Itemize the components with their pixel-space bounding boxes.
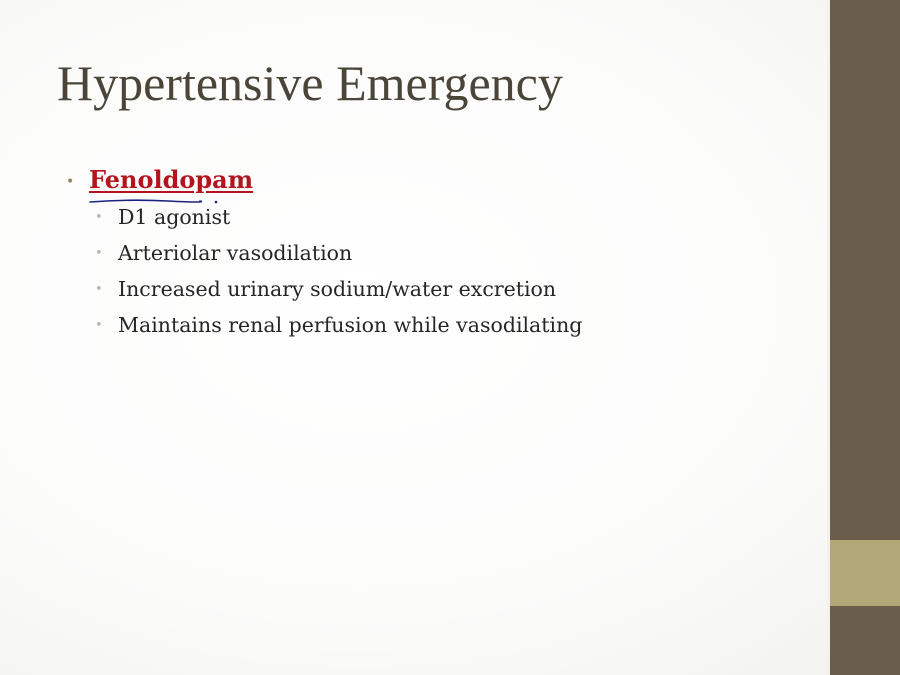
sub-bullet-text: Increased urinary sodium/water excretion <box>118 277 557 301</box>
sub-bullet-marker: • <box>95 246 103 261</box>
sub-bullet-marker: • <box>95 318 103 333</box>
bullet-marker: • <box>66 174 75 190</box>
sidebar-accent-block <box>830 540 900 606</box>
sub-bullet-text: Maintains renal perfusion while vasodilating <box>118 313 583 337</box>
sub-bullet-text: D1 agonist <box>118 205 231 229</box>
bullet-heading: Fenoldopam <box>89 165 254 194</box>
sub-bullet-marker: • <box>95 210 103 225</box>
pen-annotation-underline <box>88 196 228 208</box>
sub-bullet-marker: • <box>95 282 103 297</box>
sub-bullet-text: Arteriolar vasodilation <box>118 241 353 265</box>
slide-title: Hypertensive Emergency <box>57 55 563 111</box>
